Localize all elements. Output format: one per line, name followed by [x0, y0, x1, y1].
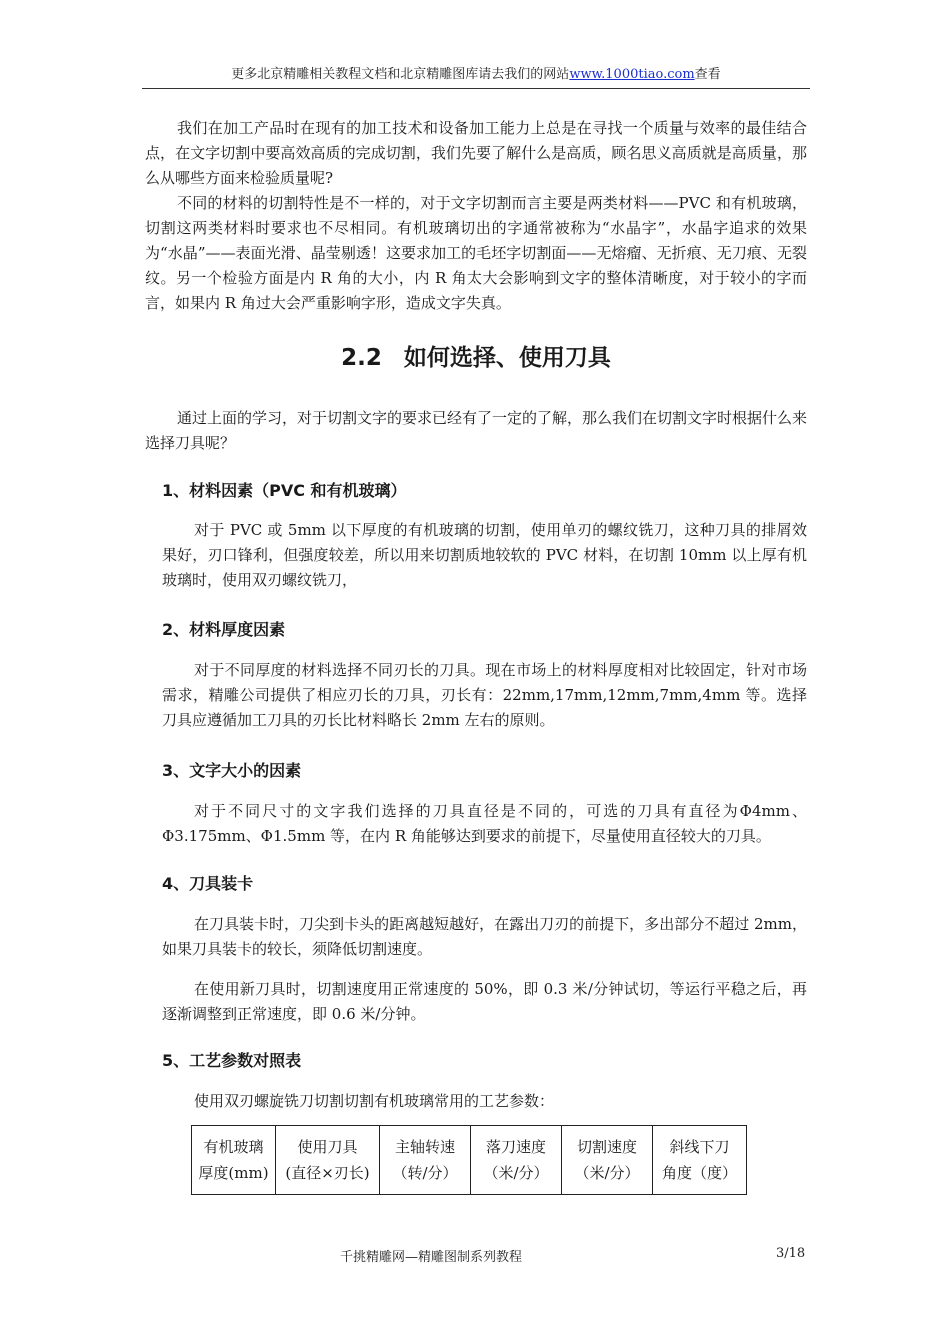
paragraph-thickness: 对于不同厚度的材料选择不同刃长的刀具。现在市场上的材料厚度相对比较固定，针对市场需求，精雕公司提供了相应刃长的刀具，刃长有：22mm,17mm,12mm,7mm,4mm 等。选择刀具应遵循加工刀具的刃长比材料略长 2mm 左右的原则。	[162, 661, 807, 729]
website-link[interactable]: www.1000tiao.com	[569, 67, 695, 82]
section-title	[145, 342, 807, 374]
process-parameter-table	[191, 1125, 747, 1195]
table-header-row	[192, 1126, 747, 1195]
subheading-thickness: 2、材料厚度因素	[162, 620, 286, 639]
footer-text: 千挑精雕网—精雕图制系列教程	[340, 1250, 523, 1265]
cell-line: （转/分）	[392, 1164, 458, 1182]
table-header-cell	[192, 1126, 276, 1195]
table-header-cell	[562, 1126, 653, 1195]
intro-paragraph-2: 不同的材料的切割特性是不一样的，对于文字切割而言主要是两类材料——PVC 和有机玻璃，切割这两类材料时要求也不尽相同。有机玻璃切出的字通常被称为“水晶字”，水晶字追求的效果为“水晶”——表面光滑、晶莹剔透！这要求加工的毛坯字切割面——无熔瘤、无折痕、无刀痕、无裂纹。另一个检验方面是内 R 角的大小，内 R 角太大会影响到文字的整体清晰度，对于较小的字而言，如果内 R 角过大会严重影响字形，造成文字失真。	[145, 194, 807, 312]
header-text: 更多北京精雕相关教程文档和北京精雕图库请去我们的网站	[231, 67, 570, 82]
table-header-cell	[653, 1126, 747, 1195]
paragraph-material: 对于 PVC 或 5mm 以下厚度的有机玻璃的切割，使用单刃的螺纹铣刀，这种刀具的排屑效果好，刃口锋利，但强度较差，所以用来切割质地较软的 PVC 材料，在切割 10mm 以上厚有机玻璃时，使用双刃螺纹铣刀，	[162, 521, 807, 589]
paragraph-tool-clamping-1: 在刀具装卡时，刀尖到卡头的距离越短越好，在露出刀刃的前提下，多出部分不超过 2mm，如果刀具装卡的较长，须降低切割速度。	[162, 915, 807, 958]
cell-line: 角度（度）	[661, 1164, 737, 1182]
table-header-cell	[276, 1126, 380, 1195]
cell-line: (直径×刃长)	[285, 1164, 370, 1182]
subheading-material: 1、材料因素（PVC 和有机玻璃）	[162, 481, 407, 500]
subheading-tool-clamping: 4、刀具装卡	[162, 874, 254, 893]
section-title-text: 如何选择、使用刀具	[403, 345, 611, 371]
cell-line: 厚度(mm)	[198, 1164, 269, 1182]
section-lead: 通过上面的学习，对于切割文字的要求已经有了一定的了解，那么我们在切割文字时根据什么来选择刀具呢？	[145, 409, 808, 452]
cell-line: 斜线下刀	[669, 1138, 730, 1156]
subheading-process-table: 5、工艺参数对照表	[162, 1051, 302, 1070]
intro-paragraph-1: 我们在加工产品时在现有的加工技术和设备加工能力上总是在寻找一个质量与效率的最佳结合点，在文字切割中要高效高质的完成切割，我们先要了解什么是高质，顾名思义高质就是高质量，那么从哪些方面来检验质量呢?	[145, 119, 807, 187]
section-number: 2.2	[341, 345, 382, 371]
page-header	[142, 66, 810, 84]
cell-line: 主轴转速	[394, 1138, 455, 1156]
page-number: 3/18	[776, 1246, 806, 1261]
table-header-cell	[380, 1126, 471, 1195]
cell-line: 落刀速度	[485, 1138, 546, 1156]
table-header-cell	[471, 1126, 562, 1195]
cell-line: （米/分）	[483, 1164, 549, 1182]
subheading-text-size: 3、文字大小的因素	[162, 761, 302, 780]
cell-line: 切割速度	[576, 1138, 637, 1156]
paragraph-text-size: 对于不同尺寸的文字我们选择的刀具直径是不同的，可选的刀具有直径为Φ4mm、Φ3.175mm、Φ1.5mm 等，在内 R 角能够达到要求的前提下，尽量使用直径较大的刀具。	[162, 802, 807, 845]
paragraph-process-table: 使用双刃螺旋铣刀切割切割有机玻璃常用的工艺参数：	[194, 1092, 555, 1110]
header-divider	[142, 88, 810, 89]
cell-line: 有机玻璃	[203, 1138, 264, 1156]
cell-line: （米/分）	[574, 1164, 640, 1182]
header-suffix: 查看	[694, 67, 721, 82]
cell-line: 使用刀具	[297, 1138, 358, 1156]
paragraph-tool-clamping-2: 在使用新刀具时，切割速度用正常速度的 50%，即 0.3 米/分钟试切，等运行平稳之后，再逐渐调整到正常速度，即 0.6 米/分钟。	[162, 980, 807, 1023]
